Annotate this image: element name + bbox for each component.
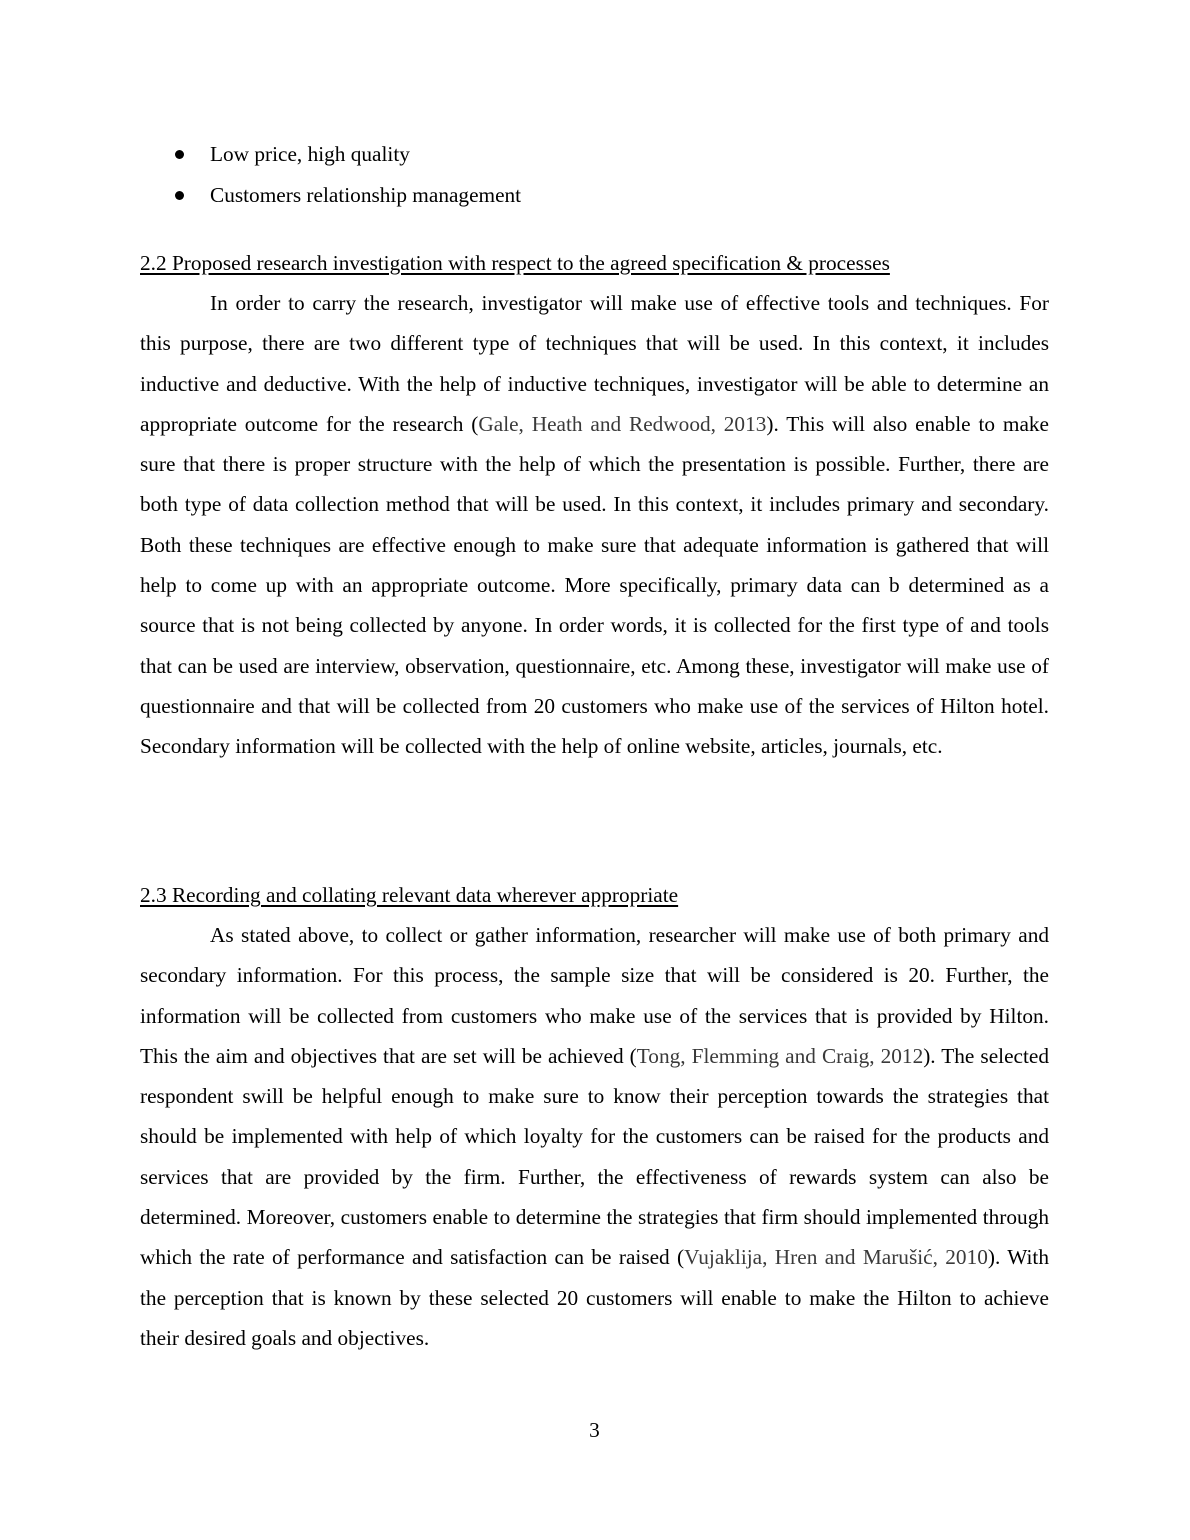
bullet-item bbox=[140, 136, 1049, 177]
section-heading-2-3: 2.3 Recording and collating relevant data wherever appropriate bbox=[140, 883, 679, 907]
page-number: 3 bbox=[589, 1418, 600, 1442]
paragraph-text: ). With the perception that is known by these selected 20 customers will enable to make the Hilton to achieve their desired goals and objectives. bbox=[140, 1245, 1050, 1350]
paragraph-text: As stated above, to collect or gather information, researcher will make use of both primary and secondary information. For this process, the sample size that will be considered is 20. Further, the information will be collected from customers who make use of the services that is provided by Hilton. This the aim and objectives that are set will be achieved ( bbox=[140, 923, 1049, 1068]
section-paragraph-2-2 bbox=[140, 283, 1049, 767]
paragraph-text: In order to carry the research, investigator will make use of effective tools and techniques. For this purpose, there are two different type of techniques that will be used. In this context, it includes inductive and deductive. With the help of inductive techniques, investigator will be able to determine an appropriate outcome for the research ( bbox=[140, 291, 1049, 436]
paragraph-text: ). The selected respondent swill be helpful enough to make sure to know their perception towards the strategies that should be implemented with help of which loyalty for the customers can be raised for the products and services that are provided by the firm. Further, the effectiveness of rewards system can also be determined. Moreover, customers enable to determine the strategies that firm should implemented through which the rate of performance and satisfaction can be raised ( bbox=[140, 1043, 1049, 1270]
bullet-text: Low price, high quality bbox=[210, 142, 410, 166]
section-paragraph-2-3 bbox=[140, 915, 1049, 1358]
bullet-list bbox=[140, 136, 1049, 217]
citation: Tong, Flemming and Craig, 2012 bbox=[636, 1043, 924, 1068]
bullet-icon bbox=[175, 191, 184, 200]
section-heading-2-2: 2.2 Proposed research investigation with respect to the agreed specification & processes bbox=[140, 251, 890, 275]
citation: Gale, Heath and Redwood, 2013 bbox=[478, 411, 767, 436]
bullet-icon bbox=[175, 150, 184, 159]
bullet-text: Customers relationship management bbox=[210, 182, 522, 207]
citation: Vujaklija, Hren and Marušić, 2010 bbox=[684, 1245, 988, 1270]
bullet-item bbox=[140, 177, 1049, 218]
paragraph-text: ). This will also enable to make sure that there is proper structure with the help of which the presentation is possible. Further, there are both type of data collection method that will be used. In this context, it includes primary and secondary. Both these techniques are effective enough to make sure that adequate information is gathered that will help to come up with an appropriate outcome. More specifically, primary data can b determined as a source that is not being collected by anyone. In order words, it is collected for the first type of and tools that can be used are interview, observation, questionnaire, etc. Among these, investigator will make use of questionnaire and that will be collected from 20 customers who make use of the services of Hilton hotel. Secondary information will be collected with the help of online website, articles, journals, etc. bbox=[140, 411, 1049, 759]
